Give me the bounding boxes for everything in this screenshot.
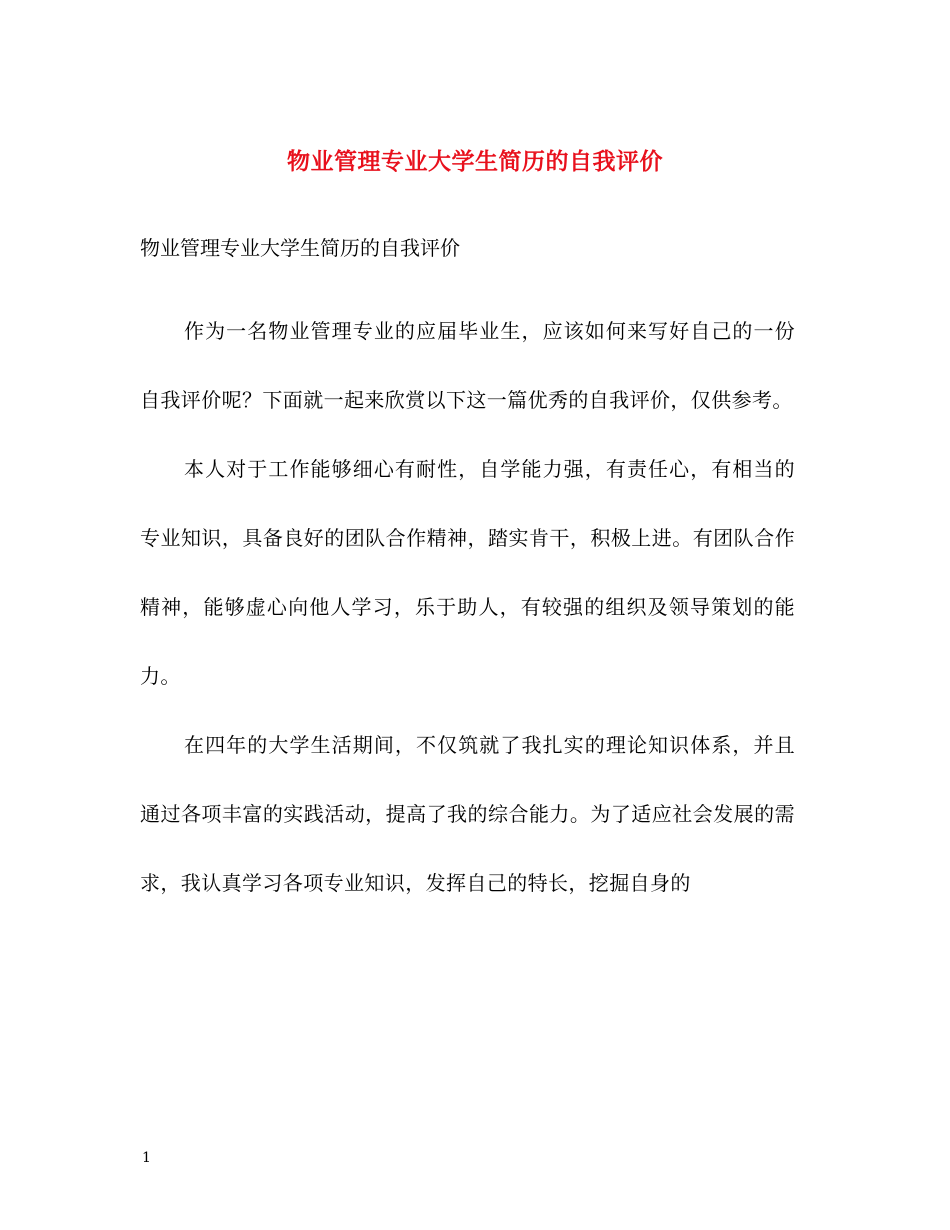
paragraph-university-life: 在四年的大学生活期间，不仅筑就了我扎实的理论知识体系，并且通过各项丰富的实践活动，提高了我的综合能力。为了适应社会发展的需求，我认真学习各项专业知识，发挥自己的特长，挖掘自身的: [140, 733, 795, 895]
paragraph-intro: 作为一名物业管理专业的应届毕业生，应该如何来写好自己的一份自我评价呢？下面就一起来欣赏以下这一篇优秀的自我评价，仅供参考。: [140, 319, 795, 412]
document-title: 物业管理专业大学生简历的自我评价: [287, 148, 663, 175]
page-number: 1: [142, 1150, 151, 1166]
document-subtitle: 物业管理专业大学生简历的自我评价: [140, 236, 460, 260]
document-body: [140, 297, 795, 918]
paragraph-self-description: 本人对于工作能够细心有耐性，自学能力强，有责任心，有相当的专业知识，具备良好的团队合作精神，踏实肯干，积极上进。有团队合作精神，能够虚心向他人学习，乐于助人，有较强的组织及领导策划的能力。: [140, 457, 795, 688]
